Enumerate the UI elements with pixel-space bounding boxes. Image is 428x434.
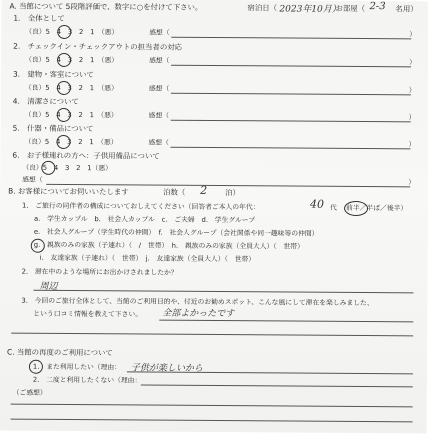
item-2-label: 2. チェックイン・チェックアウトの担当者の対応	[13, 41, 183, 52]
item-2-close: ）	[409, 58, 416, 67]
q3-text-1: 3. 今回のご旅行全体として、当館のご利用目的や、付近のお勧めスポット、こんな風にして滞在を楽しみました、	[21, 296, 374, 308]
nights-value: 2	[200, 183, 208, 197]
item-5-line	[170, 147, 410, 150]
item-3-label: 3. 建物・客室について	[12, 69, 94, 80]
item-2-scale: （良）5 4 3 2 1 （悪）	[25, 55, 119, 65]
stay-date-label: 宿泊日（	[247, 3, 278, 13]
item-1-scale: （良）5 4 3 2 1 （悪）	[25, 27, 119, 37]
impressions-line-1	[11, 404, 413, 408]
c-option-2: 2. 二度と利用したくない（理由：	[32, 375, 142, 385]
item-3-comment-label: 感想（	[148, 84, 170, 93]
item-6-label: 6. お子様連れの方へ：子供用備品について	[12, 150, 160, 161]
options-row-1: a. 学生カップル b. 社会人カップル c. ご夫婦 d. 学生グループ	[33, 214, 256, 225]
nights-label: 泊数（	[163, 187, 186, 197]
age-options: 前半／半ば／後半）	[346, 203, 408, 213]
item-5-comment-label: 感想（	[148, 138, 169, 147]
item-2-circle	[57, 53, 71, 67]
item-3-close: ）	[408, 86, 416, 95]
c-option-2-line	[141, 384, 413, 387]
item-4-close: ）	[408, 113, 416, 122]
age-suffix: 代	[330, 203, 337, 212]
item-5-close: ）	[408, 140, 416, 149]
age-value: 40	[310, 197, 325, 211]
q3-answer: 全部よかったです	[162, 308, 235, 320]
item-3-line	[171, 93, 411, 96]
item-6-close: ）	[408, 178, 416, 187]
item-6-circle	[41, 161, 55, 175]
impressions-line-2	[11, 419, 413, 423]
q3-line-2	[11, 333, 413, 337]
item-4-label: 4. 清潔さについて	[12, 96, 79, 107]
item-6-comment-label: 感想（	[22, 175, 43, 184]
q2-answer: 周辺	[39, 281, 58, 292]
item-1-line	[171, 37, 411, 40]
item-6-scale: （良）5 4 3 2 1（悪）	[22, 163, 112, 173]
item-3-scale: （良）5 4 3 2 1 （悪）	[24, 83, 118, 93]
c-option-1-answer: 子供が楽しいから	[130, 363, 203, 374]
item-5-label: 5. 什器・備品について	[12, 123, 94, 134]
section-c-header: C. 当館の再度のご利用について	[7, 347, 113, 358]
q2-text: 2. 滞在中のような場所にお出かけされましたか？	[21, 267, 178, 277]
item-2-line	[171, 65, 411, 68]
room-suffix: 名用）	[395, 4, 418, 14]
item-4-line	[171, 120, 411, 123]
c-option-1: 1. また利用したい（理由：	[32, 362, 122, 372]
q3-text-2: という口コミ情報を教えて下さい。	[33, 309, 143, 319]
section-a-header: A. 当館について 5段階評価で、数字に○を付けて下さい。	[9, 1, 203, 12]
options-row-3: g. 親族のみの家族（子連れ）（ / 世帯） h. 親族のみの家族（全員大人）（ 世帯）	[33, 240, 304, 251]
impressions-label: （ご感想）	[12, 388, 47, 397]
q3-line-1	[159, 320, 413, 323]
stay-date-value: 2023年10月）	[279, 4, 341, 15]
item-5-scale: （良）5 4 3 2 1 （悪）	[24, 137, 118, 147]
item-1-close: ）	[409, 30, 417, 39]
option-g-circle	[31, 239, 45, 253]
item-1-comment-label: 感想（	[149, 28, 170, 37]
item-2-comment-label: 感想（	[149, 56, 170, 65]
q1-text: 1. ご旅行の同伴者の構成についておしえてください（回答者ご本人の年代：	[22, 201, 260, 212]
age-option-circle	[344, 201, 368, 216]
room-label: お部屋（	[335, 3, 366, 14]
room-value: 2-3	[369, 1, 386, 13]
section-b-header: B. お客様についてお伺いいたします	[8, 186, 129, 197]
item-1-label: 1. 全体として	[13, 13, 65, 23]
item-3-circle	[57, 81, 71, 95]
c-option-1-circle	[29, 360, 43, 374]
item-4-circle	[57, 108, 71, 122]
options-row-2: e. 社会人グループ（学生時代の仲間） f. 社会人グループ（会社関係や同一趣味等の仲間）	[33, 227, 319, 238]
item-4-scale: （良）5 4 3 2 1 （悪）	[24, 110, 118, 120]
q2-line	[33, 290, 413, 294]
item-5-circle	[56, 135, 70, 149]
item-4-comment-label: 感想（	[148, 111, 170, 120]
nights-suffix: 泊）	[225, 188, 240, 198]
item-1-circle	[57, 25, 71, 39]
options-row-4: i. 友達家族（子連れ）（ 世帯） j. 友達家族（全員大人）（ 世帯）	[39, 253, 256, 264]
